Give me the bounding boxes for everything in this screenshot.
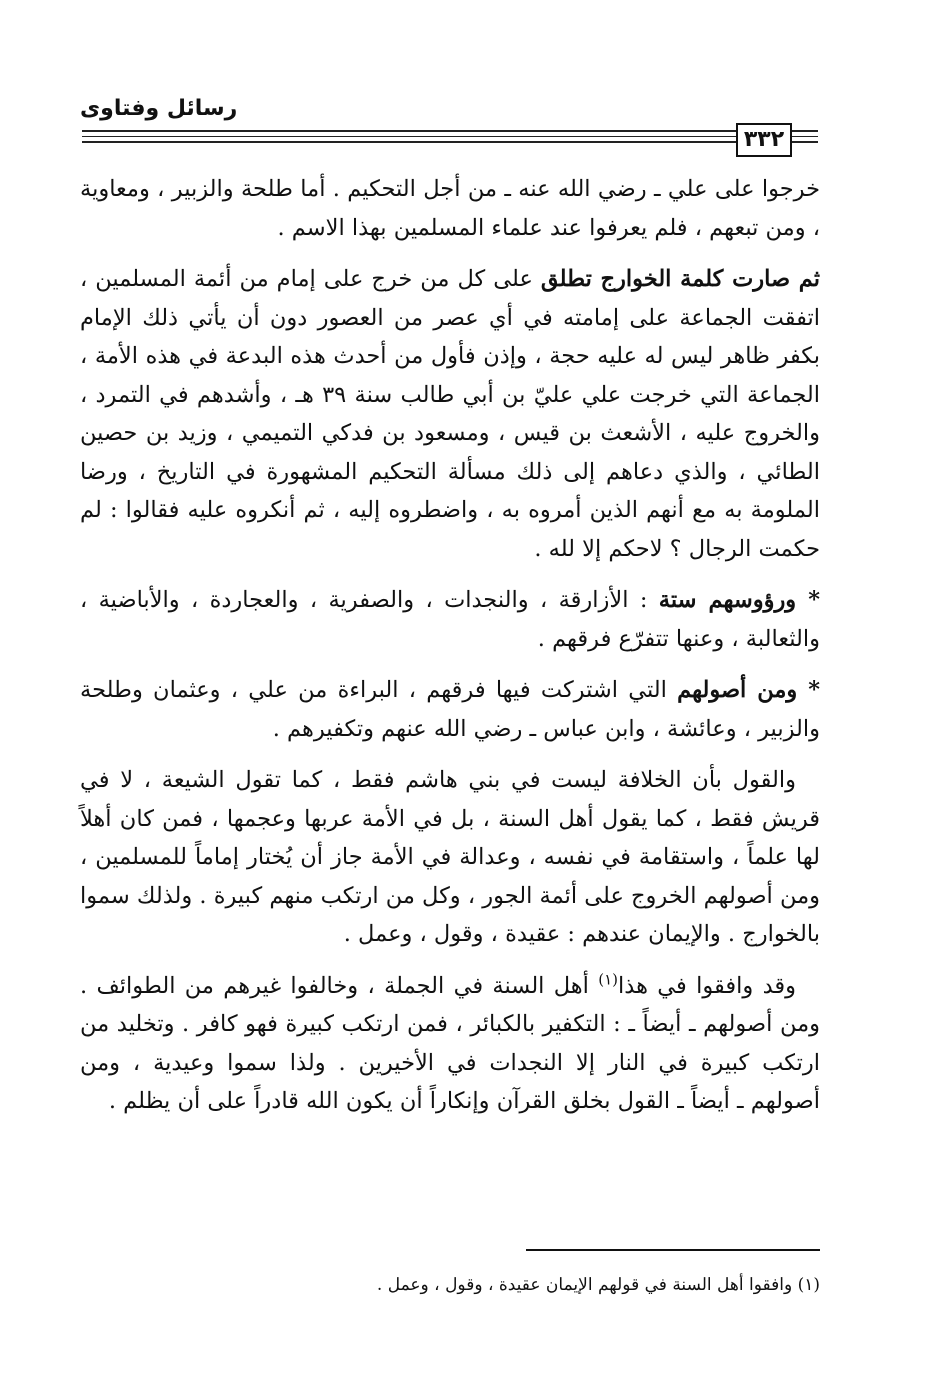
footnote-reference[interactable]: (١) [598,970,619,988]
paragraph-5: والقول بأن الخلافة ليست في بني هاشم فقط ، كما تقول الشيعة ، لا في قريش فقط ، كما يقول أهل السنة ، بل في الأمة عربها وعجمها ، فمن كان أهلاً لها علماً ، واستقامة في نفسه ، وعدالة في الأمة جاز أن يُختار إماماً للمسلمين ، ومن أصولهم الخروج على أئمة الجور ، وكل من ارتكب منهم كبيرة . ولذلك سموا بالخوارج . والإيمان عندهم : عقيدة ، وقول ، وعمل . [80,767,820,947]
paragraph-3-lead: * ورؤوسهم ستة [658,587,820,613]
paragraph-4-lead: * ومن أصولهم [677,677,820,703]
book-title: رسائل وفتاوى [80,96,238,121]
header-rule-top [82,130,818,132]
body-text [80,170,820,1134]
paragraph-6-start: وقد وافقوا في هذا [618,972,797,999]
header-rule-bottom [82,141,818,143]
paragraph-2-lead: ثم صارت كلمة الخوارج تطلق [540,266,821,292]
footnote-separator [526,1249,820,1251]
header-rule-middle [82,136,818,137]
paragraph-4 [80,671,820,748]
page-number: ٣٣٢ [736,123,792,157]
paragraph-3 [80,581,820,658]
paragraph-4-body: التي اشتركت فيها فرقهم ، البراءة من علي ، وعثمان وطلحة والزبير ، وعائشة ، وابن عباس ـ رضي الله عنهم وتكفيرهم . [80,677,820,742]
paragraph-3-body: : الأزارقة ، والنجدات ، والصفرية ، والعجاردة ، والأباضية ، والثعالبة ، وعنها تتفرّع فرقهم . [80,587,820,652]
paragraph-2 [80,260,820,568]
paragraph-1: خرجوا على علي ـ رضي الله عنه ـ من أجل التحكيم . أما طلحة والزبير ، ومعاوية ، ومن تبعهم ، فلم يعرفوا عند علماء المسلمين بهذا الاسم . [80,176,820,241]
paragraph-2-body: على كل من خرج على إمام من أئمة المسلمين ، اتفقت الجماعة على إمامته في أي عصر من العصور دون أن يأتي ذلك الإمام بكفر ظاهر ليس له عليه حجة ، وإذن فأول من أحدث هذه البدعة في هذه الأمة ، الجماعة التي خرجت علي عليّ بن أبي طالب سنة ٣٩ هـ ، وأشدهم في التمرد ، والخروج عليه ، الأشعث بن قيس ، ومسعود بن فدكي التميمي ، وزيد بن حصين الطائي ، والذي دعاهم إلى ذلك مسألة التحكيم المشهورة في التاريخ ، ورضا الملومة به مع أنهم الذين أمروه به ، واضطروه إليه ، ثم أنكروه عليه فقالوا : لم حكمت الرجال ؟ لاحكم إلا لله . [80,266,820,562]
footnote: (١) وافقوا أهل السنة في قولهم الإيمان عقيدة ، وقول ، وعمل . [376,1275,820,1295]
paragraph-6 [80,967,820,1121]
paragraph-6-end: أهل السنة في الجملة ، وخالفوا غيرهم من الطوائف . ومن أصولهم ـ أيضاً ـ : التكفير بالكبائر ، فمن ارتكب كبيرة فهو كافر . وتخليد من ارتكب كبيرة في النار إلا النجدات في الأخيرين . ولذا سموا وعيدية ، ومن أصولهم ـ أيضاً ـ القول بخلق القرآن وإنكاراً أن يكون الله قادراً على أن يظلم . [80,972,820,1114]
